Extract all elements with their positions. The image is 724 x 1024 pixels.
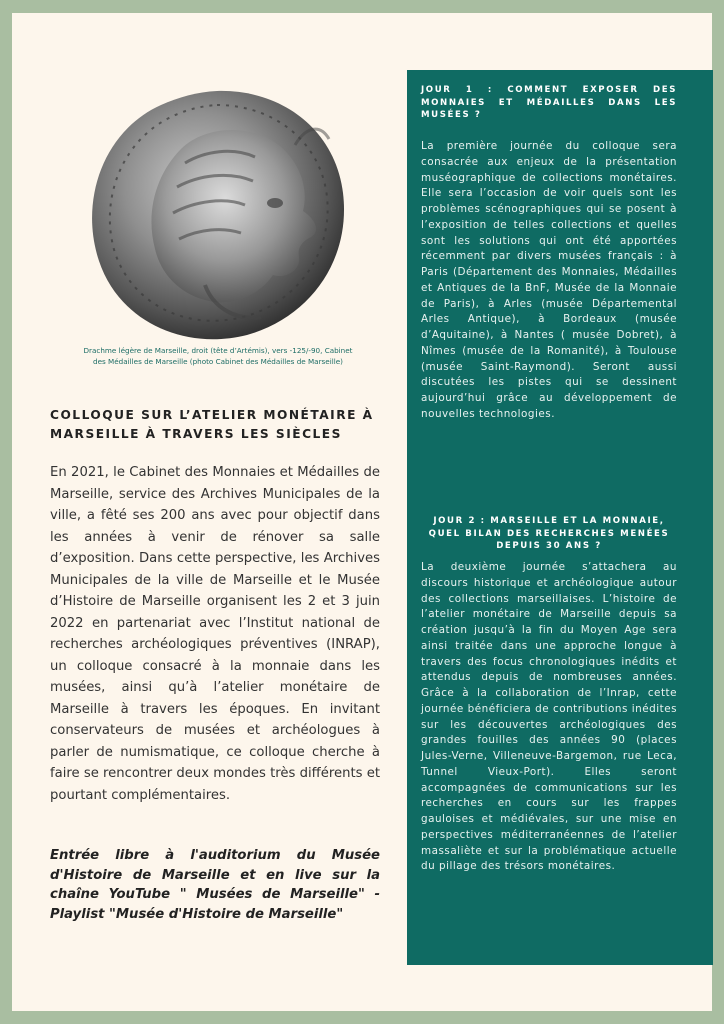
- day2-heading: JOUR 2 : MARSEILLE ET LA MONNAIE, QUEL BILAN DES RECHERCHES MENÉES DEPUIS 30 ANS ?: [428, 516, 670, 551]
- day2-text: La deuxième journée s’attachera au discours historique et archéologique autour des collections marseillaises. L’histoire de l’atelier monétaire de Marseille depuis sa création jusqu’à la fin du Moyen Age sera ainsi traitée dans une approche longue à travers des focus chronologiques inédits et attendus depuis de nombreuses années. Grâce à la collaboration de l’Inrap, cette journée bénéficiera de contributions inédites sur les découvertes archéologiques des grandes fouilles des années 90 (places Jules-Verne, Villeneuve-Bargemon, rue Leca, Tunnel Vieux-Port). Elles seront accompagnées de communications sur les recherches en cours sur les frappes gauloises et médiévales, sur une mise en perspectives méditerranéennes de l’atelier massaliète et sur la problématique actuelle du pillage des trésors monétaires.: [421, 561, 677, 873]
- colloquium-title: COLLOQUE SUR L’ATELIER MONÉTAIRE À MARSEILLE À TRAVERS LES SIÈCLES: [50, 408, 374, 441]
- access-info: Entrée libre à l'auditorium du Musée d'Histoire de Marseille et en live sur la chaîne YouTube " Musées de Marseille" - Playlist "Musée d'Histoire de Marseille": [50, 848, 380, 922]
- day1-text: La première journée du colloque sera consacrée aux enjeux de la présentation muséographique de collections monétaires. Elle sera l’occasion de voir quels sont les problèmes scénographiques qui se posent à l’exposition de telles collections et quelles sont les solutions qui ont été apportées récemment par divers musées français : à Paris (Département des Monnaies, Médailles et Antiques de la BnF, Musée de la Monnaie de Paris), à Arles (musée Départemental Arles Antique), à Bordeaux (musée d’Aquitaine), à Nantes ( musée Dobret), à Nîmes (musée de la Romanité), à Toulouse (musée Saint-Raymond). Seront aussi discutées les pistes qui se dessinent aujourd’hui grâce au développement de nouvelles technologies.: [421, 140, 677, 420]
- day1-heading: JOUR 1 : COMMENT EXPOSER DES MONNAIES ET MÉDAILLES DANS LES MUSÉES ?: [421, 85, 677, 120]
- coin-image: [85, 85, 350, 343]
- intro-text: En 2021, le Cabinet des Monnaies et Médailles de Marseille, service des Archives Municipales de la ville, a fêté ses 200 ans avec pour objectif dans les années à venir de rénover sa salle d’exposition. Dans cette perspective, les Archives Municipales de la ville de Marseille et le Musée d’Histoire de Marseille organisent les 2 et 3 juin 2022 en partenariat avec l’Institut national de recherches archéologiques préventives (INRAP), un colloque consacré à la monnaie dans les musées, ainsi qu’à l’atelier monétaire de Marseille à travers les époques. En invitant conservateurs de musées et archéologues à parler de numismatique, ce colloque cherche à faire se rencontrer deux mondes très différents et pourtant complémentaires.: [50, 465, 380, 803]
- image-caption: Drachme légère de Marseille, droit (tête d’Artémis), vers -125/-90, Cabinet des Médailles de Marseille (photo Cabinet des Médailles de Marseille): [83, 346, 353, 366]
